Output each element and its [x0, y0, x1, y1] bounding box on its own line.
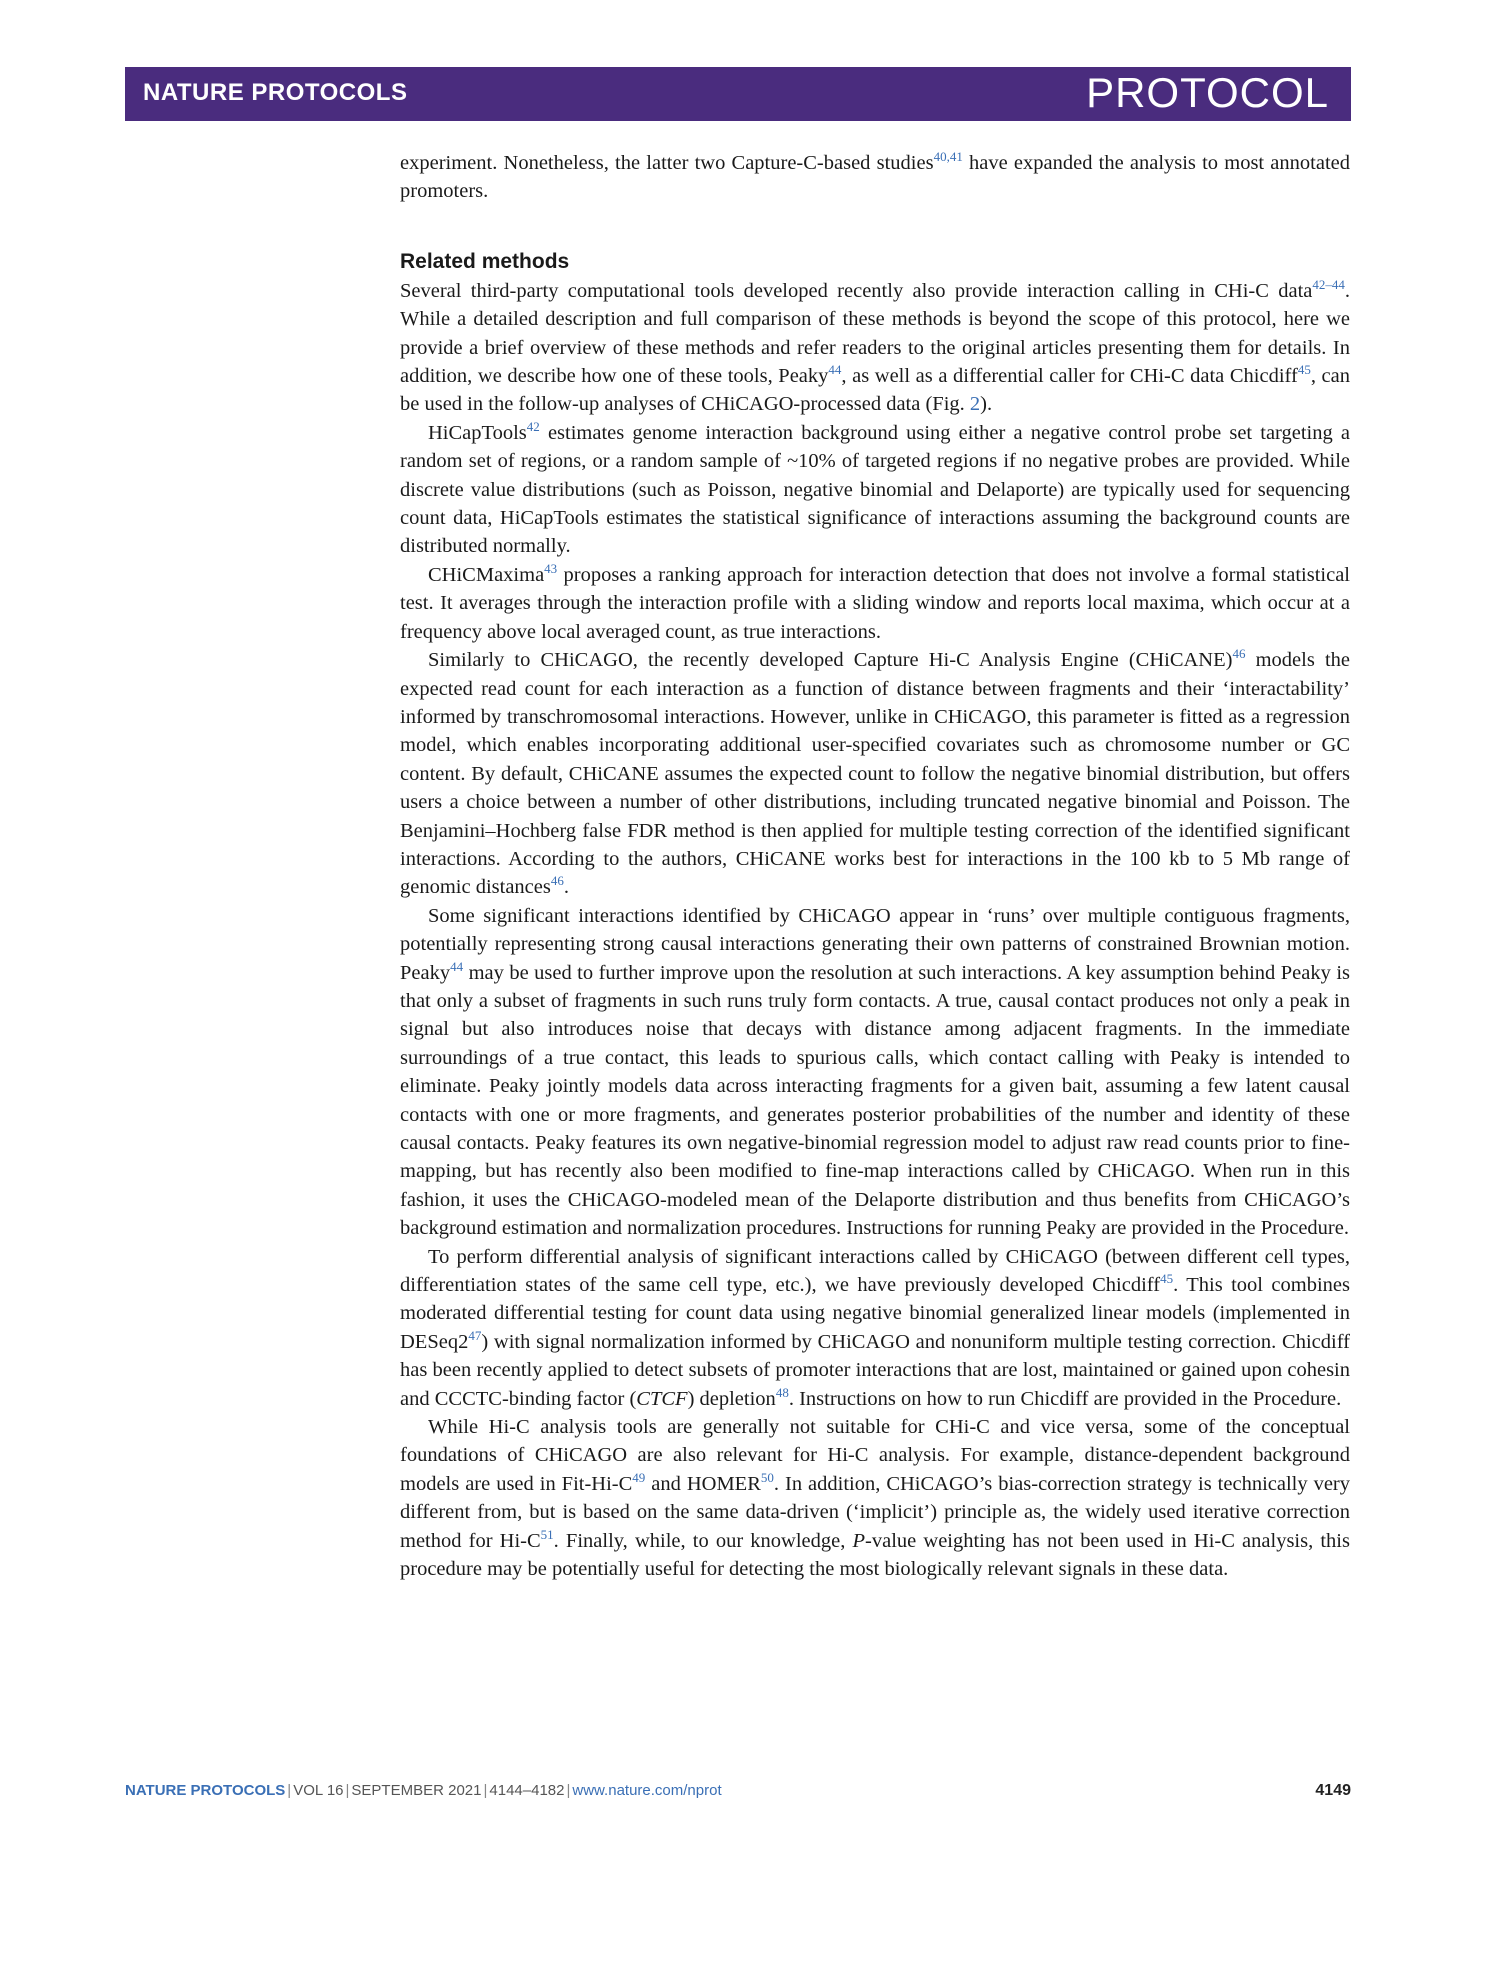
footer-volume: VOL 16 — [293, 1782, 344, 1799]
header-article-type: PROTOCOL — [1086, 69, 1329, 116]
text-run: estimates genome interaction background using either a negative control probe set targeting a random set of regions, or a random sample of ~10% of targeted regions if no negative probes are provided. While discrete value distributions (such as Poisson, negative binomial and Delaporte) are typically used for sequencing count data, HiCapTools estimates the statistical significance of interactions assuming the background counts are distributed normally. — [400, 421, 1350, 558]
header-bar — [125, 67, 1351, 121]
paragraph-hic-tools — [400, 1413, 1350, 1583]
citation-link[interactable]: 44 — [828, 362, 842, 378]
text-run: models the expected read count for each interaction as a function of distance between fragments and their ‘interactability’ informed by transchromosomal interactions. However, unlike in CHiCAGO, this parameter is fitted as a regression model, which enables incorporating additional user-specified covariates such as chromosome number or GC content. By default, CHiCANE assumes the expected count to follow the negative binomial distribution, but offers users a choice between a number of other distributions, including truncated negative binomial and Poisson. The Benjamini–Hochberg false FDR method is then applied for multiple testing correction of the identified significant interactions. According to the authors, CHiCANE works best for interactions in the 100 kb to 5 Mb range of genomic distances — [400, 649, 1350, 899]
citation-link[interactable]: 48 — [775, 1384, 789, 1400]
text-run: HiCapTools — [428, 421, 527, 444]
citation-link[interactable]: 46 — [1232, 646, 1246, 662]
text-run: experiment. Nonetheless, the latter two Capture-C-based studies — [400, 152, 934, 174]
text-run: To perform differential analysis of significant interactions called by CHiCAGO (between different cell types, differentiation states of the same cell type, etc.), we have previously developed Chicdiff — [400, 1245, 1350, 1297]
footer-url-link[interactable]: www.nature.com/nprot — [572, 1782, 722, 1799]
paragraph-chicmaxima — [400, 561, 1350, 646]
footer-separator: | — [566, 1782, 571, 1799]
text-run: ) depletion — [687, 1387, 776, 1410]
paragraph-chicdiff — [400, 1243, 1350, 1413]
italic-text: P — [852, 1529, 866, 1552]
text-run: . Finally, while, to our knowledge, — [553, 1529, 853, 1552]
figure-link[interactable]: 2 — [969, 393, 981, 416]
text-run: . Instructions on how to run Chicdiff are provided in the Procedure. — [788, 1387, 1342, 1410]
paragraph-peaky — [400, 902, 1350, 1243]
text-run: While Hi-C analysis tools are generally not suitable for CHi-C and vice versa, some of the conceptual foundations of CHiCAGO are also relevant for Hi-C analysis. For example, distance-dependent background models are used in Fit-Hi-C — [400, 1416, 1350, 1495]
citation-link[interactable]: 50 — [760, 1469, 774, 1485]
text-run: proposes a ranking approach for interaction detection that does not involve a formal statistical test. It averages through the interaction profile with a sliding window and reports local maxima, which occur at a frequency above local averaged count, as true interactions. — [400, 563, 1350, 643]
text-run: may be used to further improve upon the resolution at such interactions. A key assumption behind Peaky is that only a subset of fragments in such runs truly form contacts. A true, causal contact produces not only a peak in signal but also introduces noise that decays with distance among adjacent fragments. In the immediate surroundings of a true contact, this leads to spurious calls, which contact calling with Peaky is intended to eliminate. Peaky jointly models data across interacting fragments for a given bait, assuming a few latent causal contacts with one or more fragments, and generates posterior probabilities of the number and identity of these causal contacts. Peaky features its own negative-binomial regression model to adjust raw read counts prior to fine-mapping, but has recently also been modified to fine-map interactions called by CHiCAGO. When run in this fashion, it uses the CHiCAGO-modeled mean of the Delaporte distribution and thus benefits from CHiCAGO’s background estimation and normalization procedures. Instructions for running Peaky are provided in the Procedure. — [400, 961, 1350, 1240]
citation-link[interactable]: 49 — [632, 1469, 646, 1485]
citation-link[interactable]: 43 — [544, 560, 558, 576]
footer-separator: | — [345, 1782, 350, 1799]
footer-pages: 4144–4182 — [489, 1782, 565, 1799]
citation-link[interactable]: 40,41 — [933, 149, 963, 164]
footer-separator: | — [287, 1782, 292, 1799]
text-run: have expanded the analysis to most annotated promoters. — [400, 152, 1350, 203]
text-run: , can be used in the follow-up analyses of CHiCAGO-processed data (Fig. — [400, 365, 1350, 416]
text-run: . This tool combines moderated differential testing for count data using negative binomial generalized linear models (implemented in DESeq2 — [400, 1274, 1350, 1353]
citation-link[interactable]: 46 — [550, 873, 564, 889]
intro-paragraph — [400, 149, 1350, 206]
text-run: CHiCMaxima — [428, 563, 545, 586]
text-run: . In addition, CHiCAGO’s bias-correction strategy is technically very different from, but is based on the same data-driven (‘implicit’) principle as, the widely used iterative correction method for Hi-C — [400, 1472, 1350, 1552]
text-run: ). — [980, 393, 993, 416]
footer-citation — [125, 1782, 722, 1799]
footer-separator: | — [483, 1782, 488, 1799]
paragraph-overview — [400, 277, 1350, 419]
citation-link[interactable]: 44 — [450, 958, 464, 974]
footer-journal-name: NATURE PROTOCOLS — [125, 1782, 286, 1799]
italic-text: CTCF — [636, 1387, 688, 1410]
text-run: Some significant interactions identified by CHiCAGO appear in ‘runs’ over multiple contiguous fragments, potentially representing strong causal interactions generating their own patterns of constrained Brownian motion. Peaky — [400, 904, 1350, 984]
text-run: Similarly to CHiCAGO, the recently developed Capture Hi-C Analysis Engine (CHiCANE) — [428, 649, 1233, 672]
text-run: ) with signal normalization informed by CHiCAGO and nonuniform multiple testing correction. Chicdiff has been recently applied to detect subsets of promoter interactions that are lost, maintained or gained upon cohesin and CCCTC-binding factor ( — [400, 1330, 1350, 1410]
header-journal-name: NATURE PROTOCOLS — [143, 79, 408, 106]
text-run: and HOMER — [645, 1472, 761, 1495]
footer-date: SEPTEMBER 2021 — [351, 1782, 482, 1799]
text-run: -value weighting has not been used in Hi-C analysis, this procedure may be potentially useful for detecting the most biologically relevant signals in these data. — [400, 1529, 1350, 1581]
section-heading: Related methods — [400, 249, 570, 273]
text-run: Several third-party computational tools developed recently also provide interaction calling in CHi-C data — [400, 279, 1313, 302]
citation-link[interactable]: 47 — [468, 1327, 482, 1343]
text-run: . — [563, 876, 569, 899]
citation-link[interactable]: 45 — [1160, 1271, 1174, 1287]
page-footer — [125, 1782, 1351, 1806]
citation-link[interactable]: 51 — [540, 1526, 554, 1542]
paragraph-hicaptools — [400, 419, 1350, 561]
citation-link[interactable]: 45 — [1297, 362, 1311, 378]
page-number: 4149 — [1315, 1782, 1351, 1799]
citation-link[interactable]: 42 — [526, 418, 540, 434]
article-body — [400, 149, 1350, 1584]
citation-link[interactable]: 42–44 — [1312, 276, 1345, 292]
text-run: . While a detailed description and full comparison of these methods is beyond the scope of this protocol, here we provide a brief overview of these methods and refer readers to the original articles presenting them for details. In addition, we describe how one of these tools, Peaky — [400, 279, 1350, 388]
paragraph-chicane — [400, 646, 1350, 902]
text-run: , as well as a differential caller for CHi-C data Chicdiff — [841, 365, 1298, 388]
